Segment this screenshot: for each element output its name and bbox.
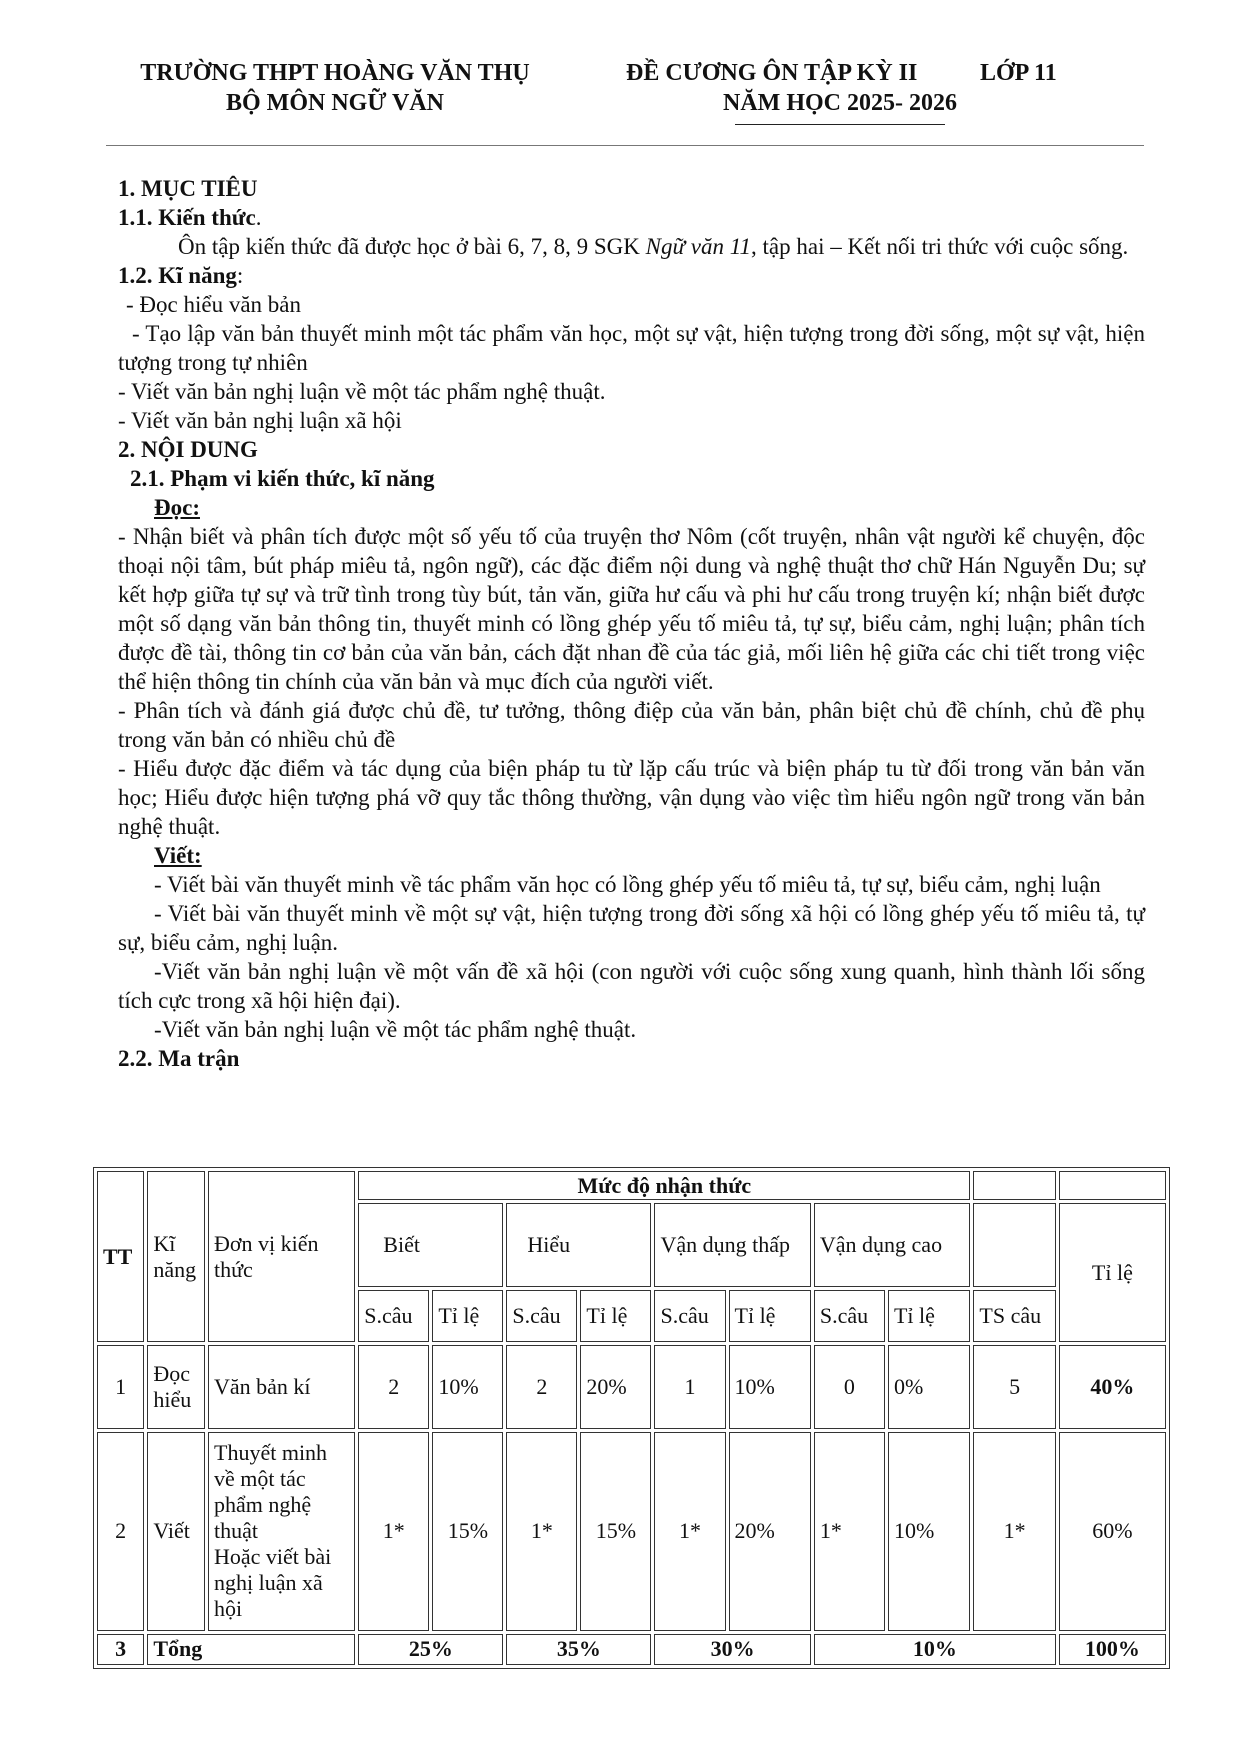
school-name: TRƯỜNG THPT HOÀNG VĂN THỤ	[140, 60, 530, 86]
document-title: ĐỀ CƯƠNG ÔN TẬP KỲ II	[626, 60, 918, 86]
header-tile-sub: Tỉ lệ	[580, 1290, 651, 1342]
header-tile: Tỉ lệ	[1059, 1203, 1166, 1342]
header-vdt: Vận dụng thấp	[654, 1203, 810, 1287]
section-1-2-colon: :	[236, 263, 244, 288]
cell-biet-count: 2	[358, 1345, 429, 1429]
cell-total: 60%	[1059, 1432, 1166, 1631]
section-1-1-title: 1.1. Kiến thức	[118, 205, 256, 230]
section-2-2-title: 2.2. Ma trận	[118, 1046, 240, 1071]
knowledge-text-a: Ôn tập kiến thức đã được học ở bài 6, 7, 8, 9 SGK	[178, 234, 646, 259]
header-scau: S.câu	[506, 1290, 577, 1342]
section-1-1-heading	[118, 203, 1145, 232]
cell-tt: 3	[97, 1634, 144, 1665]
reading-item: - Nhận biết và phân tích được một số yếu tố của truyện thơ Nôm (cốt truyện, nhân vật người kể chuyện, độc thoại nội tâm, bút pháp miêu tả, ngôn ngữ), các đặc điểm nội dung và nghệ thuật thơ chữ Hán Nguyễn Du; sự kết hợp giữa tự sự và trữ tình trong tùy bút, tản văn, giữa hư cấu và phi hư cấu trong truyện kí; nhận biết được một số dạng văn bản thông tin, thuyết minh có lồng ghép yếu tố miêu tả, tự sự, biểu cảm, nghị luận; phân tích được đề tài, thông tin cơ bản của văn bản, cách đặt nhan đề của tác giả, mối liên hệ giữa các chi tiết trong việc thể hiện thông tin chính của văn bản và mục đích của người viết.	[118, 524, 1145, 694]
cell-hieu-percent: 20%	[580, 1345, 651, 1429]
table-row	[97, 1345, 1166, 1429]
header-divider	[106, 145, 1144, 146]
header-tile-sub: Tỉ lệ	[729, 1290, 811, 1342]
cell-tt: 2	[97, 1432, 144, 1631]
cell-vdc-percent: 0%	[888, 1345, 970, 1429]
cell-vdt-percent: 20%	[729, 1432, 811, 1631]
grade-label: LỚP 11	[980, 60, 1057, 86]
section-1-2-heading	[118, 261, 1145, 290]
cell-hieu-percent: 15%	[580, 1432, 651, 1631]
section-1-2-title: 1.2. Kĩ năng	[118, 263, 237, 288]
cell-total-vdt: 30%	[654, 1634, 810, 1665]
header-tt: TT	[97, 1171, 144, 1342]
cell-unit-line: Thuyết minh về một tác phẩm nghệ thuật	[214, 1440, 328, 1544]
cell-vdc-count: 1*	[814, 1432, 885, 1631]
header-vdc: Vận dụng cao	[814, 1203, 971, 1287]
cell-total-hieu: 35%	[506, 1634, 651, 1665]
reading-item: - Phân tích và đánh giá được chủ đề, tư tưởng, thông điệp của văn bản, phân biệt chủ đề chính, chủ đề phụ trong văn bản có nhiều chủ đề	[118, 698, 1145, 752]
cell-total-all: 100%	[1059, 1634, 1166, 1665]
cell-unit: Văn bản kí	[208, 1345, 355, 1429]
header-scau: S.câu	[654, 1290, 725, 1342]
cell-vdt-count: 1	[654, 1345, 725, 1429]
header-unit: Đơn vị kiến thức	[208, 1171, 355, 1342]
header-level: Mức độ nhận thức	[358, 1171, 970, 1200]
cell-vdc-count: 0	[814, 1345, 885, 1429]
cell-biet-percent: 15%	[432, 1432, 503, 1631]
section-2-title: 2. NỘI DUNG	[118, 437, 258, 462]
writing-item: -Viết văn bản nghị luận về một tác phẩm nghệ thuật.	[154, 1017, 637, 1042]
skill-item: - Viết văn bản nghị luận xã hội	[118, 408, 402, 433]
writing-item: - Viết bài văn thuyết minh về một sự vật, hiện tượng trong đời sống xã hội có lồng ghép yếu tố miêu tả, tự sự, biểu cảm, nghị luận.	[118, 901, 1145, 955]
table-header-row	[97, 1171, 1166, 1200]
header-hieu: Hiểu	[506, 1203, 651, 1287]
header-tile-sub: Tỉ lệ	[888, 1290, 970, 1342]
cell-biet-count: 1*	[358, 1432, 429, 1631]
department-name: BỘ MÔN NGỮ VĂN	[226, 90, 444, 116]
cell-skill: Đọc hiểu	[147, 1345, 205, 1429]
cell-total: 40%	[1059, 1345, 1166, 1429]
header-empty-cell	[973, 1171, 1055, 1200]
cell-unit	[208, 1432, 355, 1631]
school-header	[100, 58, 570, 118]
header-tile-sub: Tỉ lệ	[432, 1290, 503, 1342]
cell-unit-line: Hoặc viết bài nghị luận xã hội	[214, 1544, 332, 1622]
cell-hieu-count: 1*	[506, 1432, 577, 1631]
skill-item: - Viết văn bản nghị luận về một tác phẩm nghệ thuật.	[118, 379, 606, 404]
skill-item: - Đọc hiểu văn bản	[126, 292, 301, 317]
cell-vdc-percent: 10%	[888, 1432, 970, 1631]
cell-vdt-percent: 10%	[729, 1345, 811, 1429]
reading-label: Đọc:	[154, 495, 200, 520]
header-skill: Kĩ năng	[147, 1171, 205, 1342]
section-1-title: 1. MỤC TIÊU	[118, 176, 258, 201]
reading-item: - Hiểu được đặc điểm và tác dụng của biện pháp tu từ lặp cấu trúc và biện pháp tu từ đối trong văn bản văn học; Hiểu được hiện tượng phá vỡ quy tắc thông thường, vận dụng vào việc tìm hiểu ngôn ngữ trong văn bản nghệ thuật.	[118, 756, 1145, 839]
knowledge-paragraph	[118, 232, 1145, 261]
assessment-matrix-table	[93, 1167, 1170, 1669]
cell-biet-percent: 10%	[432, 1345, 503, 1429]
header-ts: TS câu	[973, 1290, 1055, 1342]
school-year: NĂM HỌC 2025- 2026	[723, 90, 957, 116]
cell-total-vdc: 10%	[814, 1634, 1056, 1665]
table-row	[97, 1432, 1166, 1631]
cell-tt: 1	[97, 1345, 144, 1429]
cell-total-biet: 25%	[358, 1634, 503, 1665]
skill-item: - Tạo lập văn bản thuyết minh một tác phẩm văn học, một sự vật, hiện tượng trong đời sống, một sự vật, hiện tượng trong tự nhiên	[118, 321, 1145, 375]
document-body	[118, 174, 1145, 1073]
header-biet: Biết	[358, 1203, 503, 1287]
title-underline	[735, 124, 945, 125]
cell-vdt-count: 1*	[654, 1432, 725, 1631]
header-empty-cell	[1059, 1171, 1166, 1200]
cell-ts: 5	[973, 1345, 1055, 1429]
knowledge-book-title: Ngữ văn 11	[645, 234, 752, 259]
header-scau: S.câu	[814, 1290, 885, 1342]
writing-item: -Viết văn bản nghị luận về một vấn đề xã hội (con người với cuộc sống xung quanh, hình thành lối sống tích cực trong xã hội hiện đại).	[118, 959, 1145, 1013]
cell-total-label: Tổng	[147, 1634, 355, 1665]
cell-skill: Viết	[147, 1432, 205, 1631]
knowledge-text-b: , tập hai – Kết nối tri thức với cuộc sống.	[751, 234, 1129, 259]
header-scau: S.câu	[358, 1290, 429, 1342]
writing-item: - Viết bài văn thuyết minh về tác phẩm văn học có lồng ghép yếu tố miêu tả, tự sự, biểu cảm, nghị luận	[154, 872, 1101, 897]
section-1-1-dot: .	[255, 205, 262, 230]
header-empty-cell	[973, 1203, 1055, 1287]
writing-label: Viết:	[154, 843, 202, 868]
cell-ts: 1*	[973, 1432, 1055, 1631]
cell-hieu-count: 2	[506, 1345, 577, 1429]
section-2-1-title: 2.1. Phạm vi kiến thức, kĩ năng	[130, 466, 435, 491]
table-total-row	[97, 1634, 1166, 1665]
